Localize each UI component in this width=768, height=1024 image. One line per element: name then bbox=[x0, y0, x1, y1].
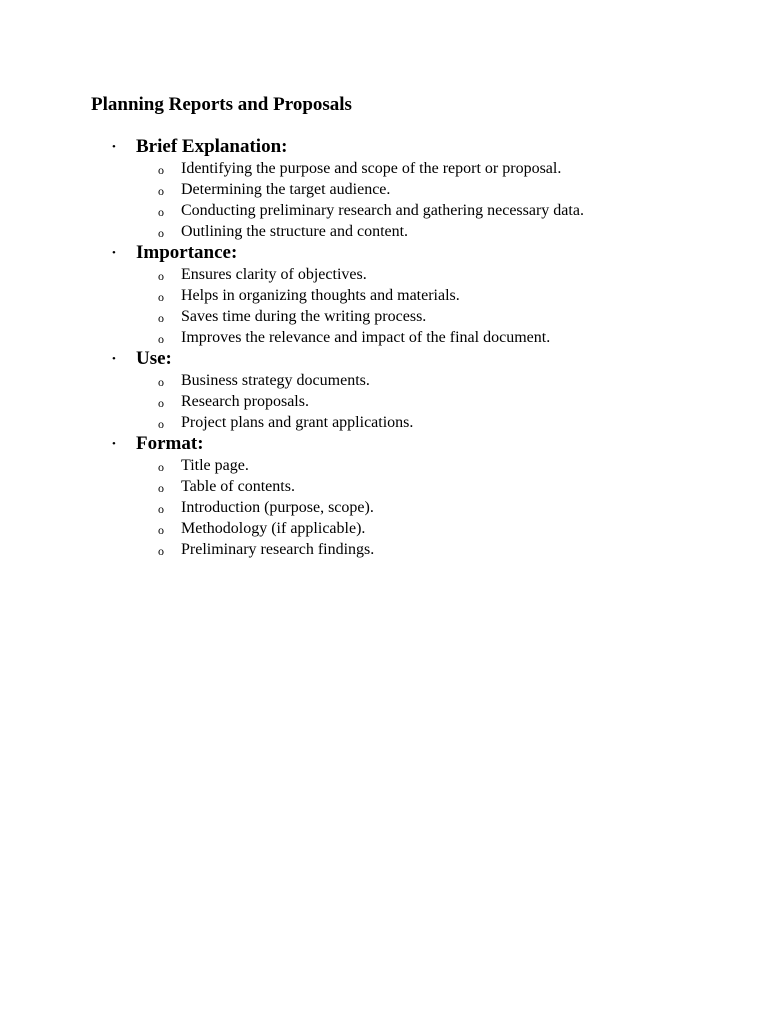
section-list bbox=[0, 136, 768, 560]
section-format bbox=[0, 433, 768, 560]
circle-bullet-icon: o bbox=[158, 332, 164, 346]
section-label: Use: bbox=[136, 348, 172, 369]
circle-bullet-icon: o bbox=[158, 417, 164, 431]
list-item bbox=[0, 497, 768, 518]
list-item-text: Determining the target audience. bbox=[181, 181, 391, 198]
circle-bullet-icon: o bbox=[158, 460, 164, 474]
list-item-text: Project plans and grant applications. bbox=[181, 414, 414, 431]
list-item bbox=[0, 221, 768, 242]
list-item-text: Research proposals. bbox=[181, 393, 309, 410]
section-label: Importance: bbox=[136, 242, 238, 263]
list-item-text: Improves the relevance and impact of the final document. bbox=[181, 329, 551, 346]
sub-list bbox=[0, 264, 768, 348]
section-label: Brief Explanation: bbox=[136, 136, 288, 157]
list-item-text: Table of contents. bbox=[181, 478, 295, 495]
section-heading bbox=[0, 136, 768, 158]
document-title: Planning Reports and Proposals bbox=[91, 94, 352, 115]
bullet-icon: • bbox=[112, 247, 116, 259]
section-brief-explanation bbox=[0, 136, 768, 242]
list-item bbox=[0, 327, 768, 348]
list-item-text: Helps in organizing thoughts and materials. bbox=[181, 287, 460, 304]
sub-list bbox=[0, 370, 768, 433]
section-label: Format: bbox=[136, 433, 204, 454]
list-item bbox=[0, 200, 768, 221]
section-heading bbox=[0, 433, 768, 455]
circle-bullet-icon: o bbox=[158, 502, 164, 516]
section-heading bbox=[0, 242, 768, 264]
list-item-text: Introduction (purpose, scope). bbox=[181, 499, 374, 516]
list-item bbox=[0, 370, 768, 391]
circle-bullet-icon: o bbox=[158, 184, 164, 198]
circle-bullet-icon: o bbox=[158, 523, 164, 537]
circle-bullet-icon: o bbox=[158, 269, 164, 283]
circle-bullet-icon: o bbox=[158, 481, 164, 495]
bullet-icon: • bbox=[112, 353, 116, 365]
list-item-text: Conducting preliminary research and gathering necessary data. bbox=[181, 202, 584, 219]
circle-bullet-icon: o bbox=[158, 311, 164, 325]
list-item bbox=[0, 412, 768, 433]
circle-bullet-icon: o bbox=[158, 226, 164, 240]
list-item bbox=[0, 539, 768, 560]
sub-list bbox=[0, 455, 768, 560]
circle-bullet-icon: o bbox=[158, 375, 164, 389]
list-item-text: Outlining the structure and content. bbox=[181, 223, 409, 240]
circle-bullet-icon: o bbox=[158, 396, 164, 410]
list-item bbox=[0, 264, 768, 285]
list-item bbox=[0, 306, 768, 327]
list-item bbox=[0, 518, 768, 539]
list-item-text: Ensures clarity of objectives. bbox=[181, 266, 367, 283]
list-item bbox=[0, 391, 768, 412]
sub-list bbox=[0, 158, 768, 242]
list-item-text: Preliminary research findings. bbox=[181, 541, 375, 558]
list-item bbox=[0, 179, 768, 200]
list-item-text: Title page. bbox=[181, 457, 249, 474]
circle-bullet-icon: o bbox=[158, 163, 164, 177]
circle-bullet-icon: o bbox=[158, 290, 164, 304]
list-item-text: Identifying the purpose and scope of the report or proposal. bbox=[181, 160, 562, 177]
bullet-icon: • bbox=[112, 141, 116, 153]
bullet-icon: • bbox=[112, 438, 116, 450]
list-item bbox=[0, 476, 768, 497]
section-heading bbox=[0, 348, 768, 370]
circle-bullet-icon: o bbox=[158, 544, 164, 558]
list-item bbox=[0, 285, 768, 306]
section-use bbox=[0, 348, 768, 433]
section-importance bbox=[0, 242, 768, 348]
list-item bbox=[0, 158, 768, 179]
circle-bullet-icon: o bbox=[158, 205, 164, 219]
list-item-text: Business strategy documents. bbox=[181, 372, 370, 389]
list-item-text: Saves time during the writing process. bbox=[181, 308, 427, 325]
list-item bbox=[0, 455, 768, 476]
list-item-text: Methodology (if applicable). bbox=[181, 520, 366, 537]
